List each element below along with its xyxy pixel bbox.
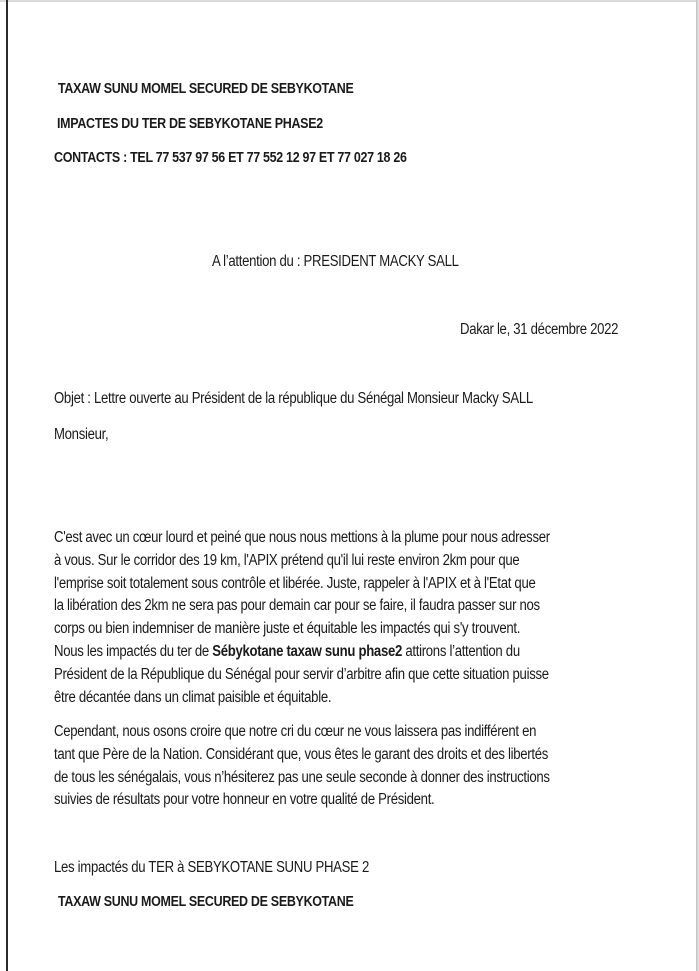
header-org-name: TAXAW SUNU MOMEL SECURED DE SEBYKOTANE [58, 81, 354, 97]
paragraph-1-line6-after: attirons l’attention du [402, 642, 520, 660]
paragraph-1-line: Président de la République du Sénégal pour servir d’arbitre afin que cette situation puisse [54, 665, 549, 683]
header-contacts: CONTACTS : TEL 77 537 97 56 ET 77 552 12 97 ET 77 027 18 26 [54, 150, 407, 166]
paragraph-2-line: de tous les sénégalais, vous n’hésiterez pas une seule seconde à donner des instructions [54, 768, 550, 786]
paragraph-1-line-mixed [54, 641, 550, 664]
paragraph-2 [54, 721, 550, 812]
paragraph-1-line: l'emprise soit totalement sous contrôle et libérée. Juste, rappeler à l'APIX et à l'Etat que [54, 574, 536, 592]
paragraph-1-line: à vous. Sur le corridor des 19 km, l'APIX prétend qu'il lui reste environ 2km pour que [54, 551, 520, 569]
header-subtitle: IMPACTES DU TER DE SEBYKOTANE PHASE2 [57, 116, 323, 132]
paragraph-1-line: corps ou bien indemniser de manière juste et équitable les impactés qui s'y trouvent. [54, 620, 521, 638]
paragraph-1-line: C'est avec un cœur lourd et peiné que nous nous mettions à la plume pour nous adresser [54, 529, 550, 546]
paragraph-1-line6-bold: Sébykotane taxaw sunu phase2 [212, 642, 403, 660]
page-border-left [6, 0, 8, 971]
paragraph-1-line: être décantée dans un climat paisible et équitable. [54, 688, 332, 706]
closing-signatories: Les impactés du TER à SEBYKOTANE SUNU PHASE 2 [54, 859, 369, 876]
paragraph-1-line6-before: Nous les impactés du ter de [54, 642, 213, 660]
attention-line: A l’attention du : PRESIDENT MACKY SALL [212, 253, 459, 270]
salutation: Monsieur, [54, 426, 109, 443]
date-line: Dakar le, 31 décembre 2022 [460, 321, 619, 338]
paragraph-1-line: la libération des 2km ne sera pas pour demain car pour se faire, il faudra passer sur nos [54, 597, 540, 615]
paragraph-2-line: tant que Père de la Nation. Considérant que, vous êtes le garant des droits et des libertés [54, 745, 549, 763]
closing-org-name: TAXAW SUNU MOMEL SECURED DE SEBYKOTANE [58, 894, 354, 910]
paragraph-1 [54, 527, 550, 709]
paragraph-2-line: Cependant, nous osons croire que notre cri du cœur ne vous laissera pas indifférent en [54, 723, 537, 740]
subject-line: Objet : Lettre ouverte au Président de la république du Sénégal Monsieur Macky SALL [54, 390, 533, 407]
page-edge [0, 0, 699, 2]
paragraph-2-line: suivies de résultats pour votre honneur en votre qualité de Président. [54, 791, 435, 809]
